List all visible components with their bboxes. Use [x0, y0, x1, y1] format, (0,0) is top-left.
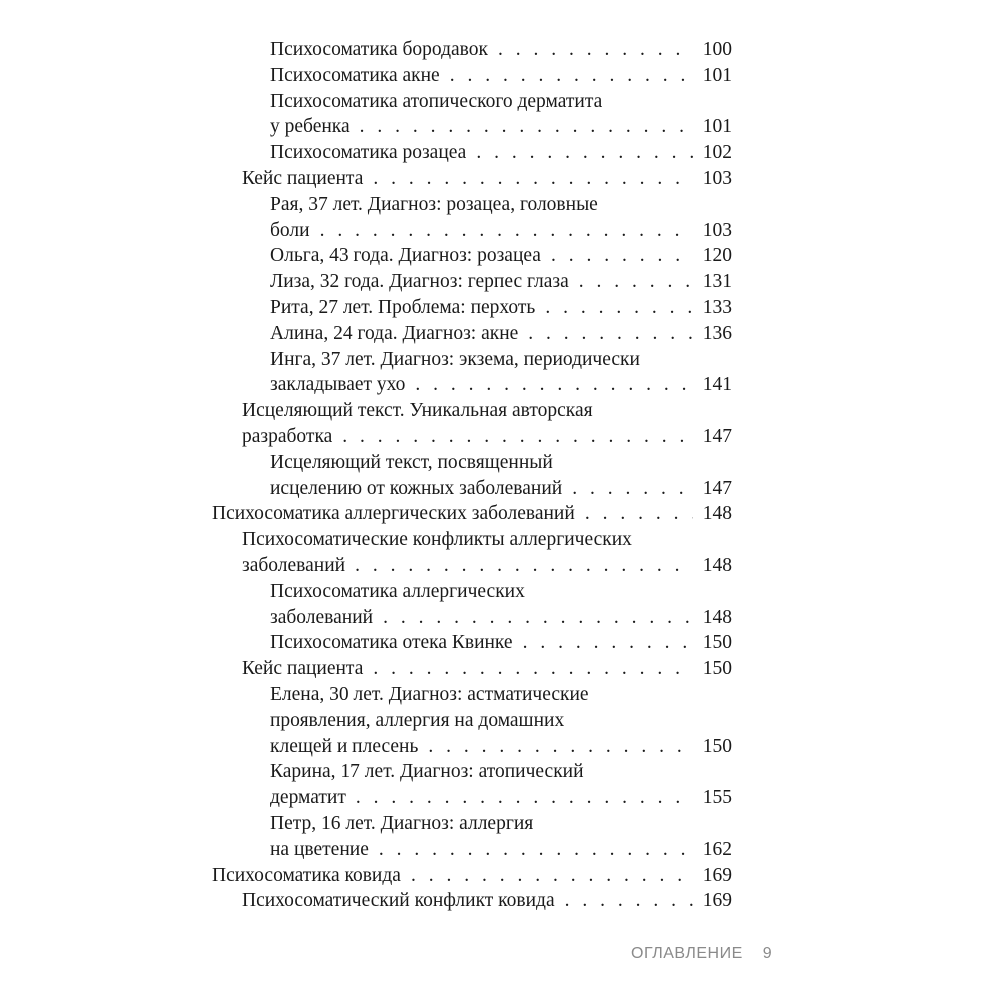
toc-entry — [212, 501, 732, 527]
toc-entry-line — [242, 424, 732, 450]
dot-leader — [523, 630, 693, 656]
dot-leader — [383, 605, 693, 631]
toc-entry — [212, 527, 732, 579]
toc-entry-title: Психосоматика акне — [270, 64, 440, 86]
toc-entry-line — [242, 553, 732, 579]
toc-entry-title: закладывает ухо — [270, 374, 406, 396]
toc-entry-line — [270, 192, 732, 218]
dot-leader — [320, 218, 693, 244]
toc-page-number: 162 — [702, 838, 732, 860]
toc-entry — [212, 243, 732, 269]
toc-entry-line — [242, 888, 732, 914]
toc-entry-line — [270, 347, 732, 373]
toc-entry-line — [270, 295, 732, 321]
toc-entry-title: заболеваний — [270, 606, 374, 628]
toc-page-number: 102 — [702, 142, 732, 164]
dot-leader — [411, 863, 693, 889]
toc-entry-title: у ребенка — [270, 116, 350, 138]
toc-entry — [212, 682, 732, 759]
toc-page-number: 169 — [702, 890, 732, 912]
dot-leader — [342, 424, 692, 450]
toc-page-number: 103 — [702, 167, 732, 189]
dot-leader — [373, 166, 692, 192]
toc-entry-title: Психосоматика аллергических — [270, 580, 525, 602]
toc-entry-line — [270, 579, 732, 605]
page-number: 9 — [762, 945, 773, 962]
toc-entry-line — [270, 682, 732, 708]
toc-entry-title: Ольга, 43 года. Диагноз: розацеа — [270, 245, 541, 267]
toc-entry-title: Инга, 37 лет. Диагноз: экзема, периодически — [270, 348, 640, 370]
toc-entry-title: Петр, 16 лет. Диагноз: аллергия — [270, 812, 534, 834]
toc-page-number: 103 — [702, 219, 732, 241]
dot-leader — [450, 63, 693, 89]
dot-leader — [415, 372, 692, 398]
toc-entry — [212, 759, 732, 811]
dot-leader — [360, 114, 693, 140]
dot-leader — [572, 476, 693, 502]
toc-entry — [212, 295, 732, 321]
toc-page-number: 150 — [702, 658, 732, 680]
dot-leader — [428, 734, 692, 760]
toc-entry-title: Елена, 30 лет. Диагноз: астматические — [270, 683, 589, 705]
toc-entry-line — [270, 372, 732, 398]
toc-entry — [212, 630, 732, 656]
toc-entry-line — [270, 630, 732, 656]
dot-leader — [528, 321, 692, 347]
toc-entry-line — [270, 321, 732, 347]
toc-entry — [212, 89, 732, 141]
toc-entry — [212, 321, 732, 347]
toc-entry-line — [270, 759, 732, 785]
toc-page-number: 101 — [702, 64, 732, 86]
toc-entry-line — [270, 243, 732, 269]
toc-entry-title: Алина, 24 года. Диагноз: акне — [270, 322, 519, 344]
dot-leader — [356, 785, 693, 811]
table-of-contents — [212, 37, 732, 914]
toc-entry — [212, 269, 732, 295]
toc-entry-line — [270, 837, 732, 863]
toc-entry-line — [242, 398, 732, 424]
toc-page-number: 148 — [702, 606, 732, 628]
toc-entry-line — [270, 811, 732, 837]
dot-leader — [545, 295, 692, 321]
toc-page-number: 100 — [702, 39, 732, 60]
toc-page-number: 150 — [702, 735, 732, 757]
toc-entry-title: проявления, аллергия на домашних — [270, 709, 565, 731]
dot-leader — [373, 656, 692, 682]
toc-entry — [212, 347, 732, 399]
toc-entry — [212, 166, 732, 192]
toc-entry-title: Психосоматика ковида — [212, 864, 401, 886]
dot-leader — [498, 37, 693, 63]
toc-entry-title: Кейс пациента — [242, 658, 364, 680]
toc-entry-line — [270, 785, 732, 811]
toc-entry — [212, 579, 732, 631]
toc-page-number: 101 — [702, 116, 732, 138]
toc-entry-title: Лиза, 32 года. Диагноз: герпес глаза — [270, 271, 569, 293]
toc-entry-title: клещей и плесень — [270, 735, 419, 757]
toc-entry-line — [270, 89, 732, 115]
toc-entry-title: заболеваний — [242, 554, 346, 576]
toc-page-number: 120 — [702, 245, 732, 267]
dot-leader — [585, 501, 693, 527]
dot-leader — [551, 243, 693, 269]
toc-entry-title: Психосоматика бородавок — [270, 39, 488, 60]
toc-entry — [212, 37, 732, 63]
toc-page-number: 147 — [702, 477, 732, 499]
toc-entry — [212, 656, 732, 682]
toc-entry — [212, 811, 732, 863]
toc-page-number: 148 — [702, 554, 732, 576]
toc-entry-title: исцелению от кожных заболеваний — [270, 477, 563, 499]
toc-entry-title: Психосоматика атопического дерматита — [270, 90, 603, 112]
toc-entry-title: Психосоматический конфликт ковида — [242, 890, 555, 912]
toc-page-number: 133 — [702, 296, 732, 318]
toc-entry-line — [270, 708, 732, 734]
toc-page-number: 150 — [702, 632, 732, 654]
toc-page-number: 141 — [702, 374, 732, 396]
toc-entry-line — [270, 269, 732, 295]
dot-leader — [579, 269, 693, 295]
toc-entry — [212, 863, 732, 889]
toc-entry-title: боли — [270, 219, 310, 241]
toc-entry-line — [270, 450, 732, 476]
toc-entry-line — [270, 476, 732, 502]
running-header-section: ОГЛАВЛЕНИЕ — [631, 945, 743, 962]
toc-entry-line — [270, 218, 732, 244]
toc-entry-title: разработка — [242, 425, 333, 447]
page-footer — [631, 945, 772, 963]
toc-entry — [212, 450, 732, 502]
toc-entry-line — [270, 734, 732, 760]
toc-entry-line — [270, 605, 732, 631]
toc-page-number: 136 — [702, 322, 732, 344]
toc-entry-title: Исцеляющий текст. Уникальная авторская — [242, 400, 593, 422]
dot-leader — [355, 553, 693, 579]
toc-entry-title: Рита, 27 лет. Проблема: перхоть — [270, 296, 536, 318]
toc-entry-title: Психосоматика аллергических заболеваний — [212, 503, 575, 525]
toc-entry-title: Психосоматика отека Квинке — [270, 632, 513, 654]
toc-page-number: 147 — [702, 425, 732, 447]
toc-entry-title: на цветение — [270, 838, 369, 860]
toc-entry-title: Кейс пациента — [242, 167, 364, 189]
toc-entry — [212, 140, 732, 166]
toc-entry — [212, 888, 732, 914]
toc-entry-line — [270, 37, 732, 63]
toc-entry-line — [242, 166, 732, 192]
toc-entry-title: Исцеляющий текст, посвященный — [270, 451, 553, 473]
toc-entry-line — [270, 114, 732, 140]
toc-page-number: 155 — [702, 787, 732, 809]
toc-entry-title: Психосоматика розацеа — [270, 142, 467, 164]
toc-entry — [212, 398, 732, 450]
toc-entry-line — [242, 656, 732, 682]
toc-entry-line — [242, 527, 732, 553]
toc-entry-line — [270, 140, 732, 166]
dot-leader — [476, 140, 692, 166]
toc-entry — [212, 63, 732, 89]
toc-entry-line — [212, 501, 732, 527]
dot-leader — [379, 837, 693, 863]
toc-entry-title: дерматит — [270, 787, 346, 809]
toc-page-number: 148 — [702, 503, 732, 525]
toc-entry-title: Карина, 17 лет. Диагноз: атопический — [270, 761, 584, 783]
toc-entry-title: Рая, 37 лет. Диагноз: розацеа, головные — [270, 193, 598, 215]
toc-entry-title: Психосоматические конфликты аллергических — [242, 529, 632, 551]
toc-entry — [212, 192, 732, 244]
toc-entry-line — [270, 63, 732, 89]
toc-entry-line — [212, 863, 732, 889]
dot-leader — [565, 888, 693, 914]
toc-page-number: 131 — [702, 271, 732, 293]
toc-page-number: 169 — [702, 864, 732, 886]
